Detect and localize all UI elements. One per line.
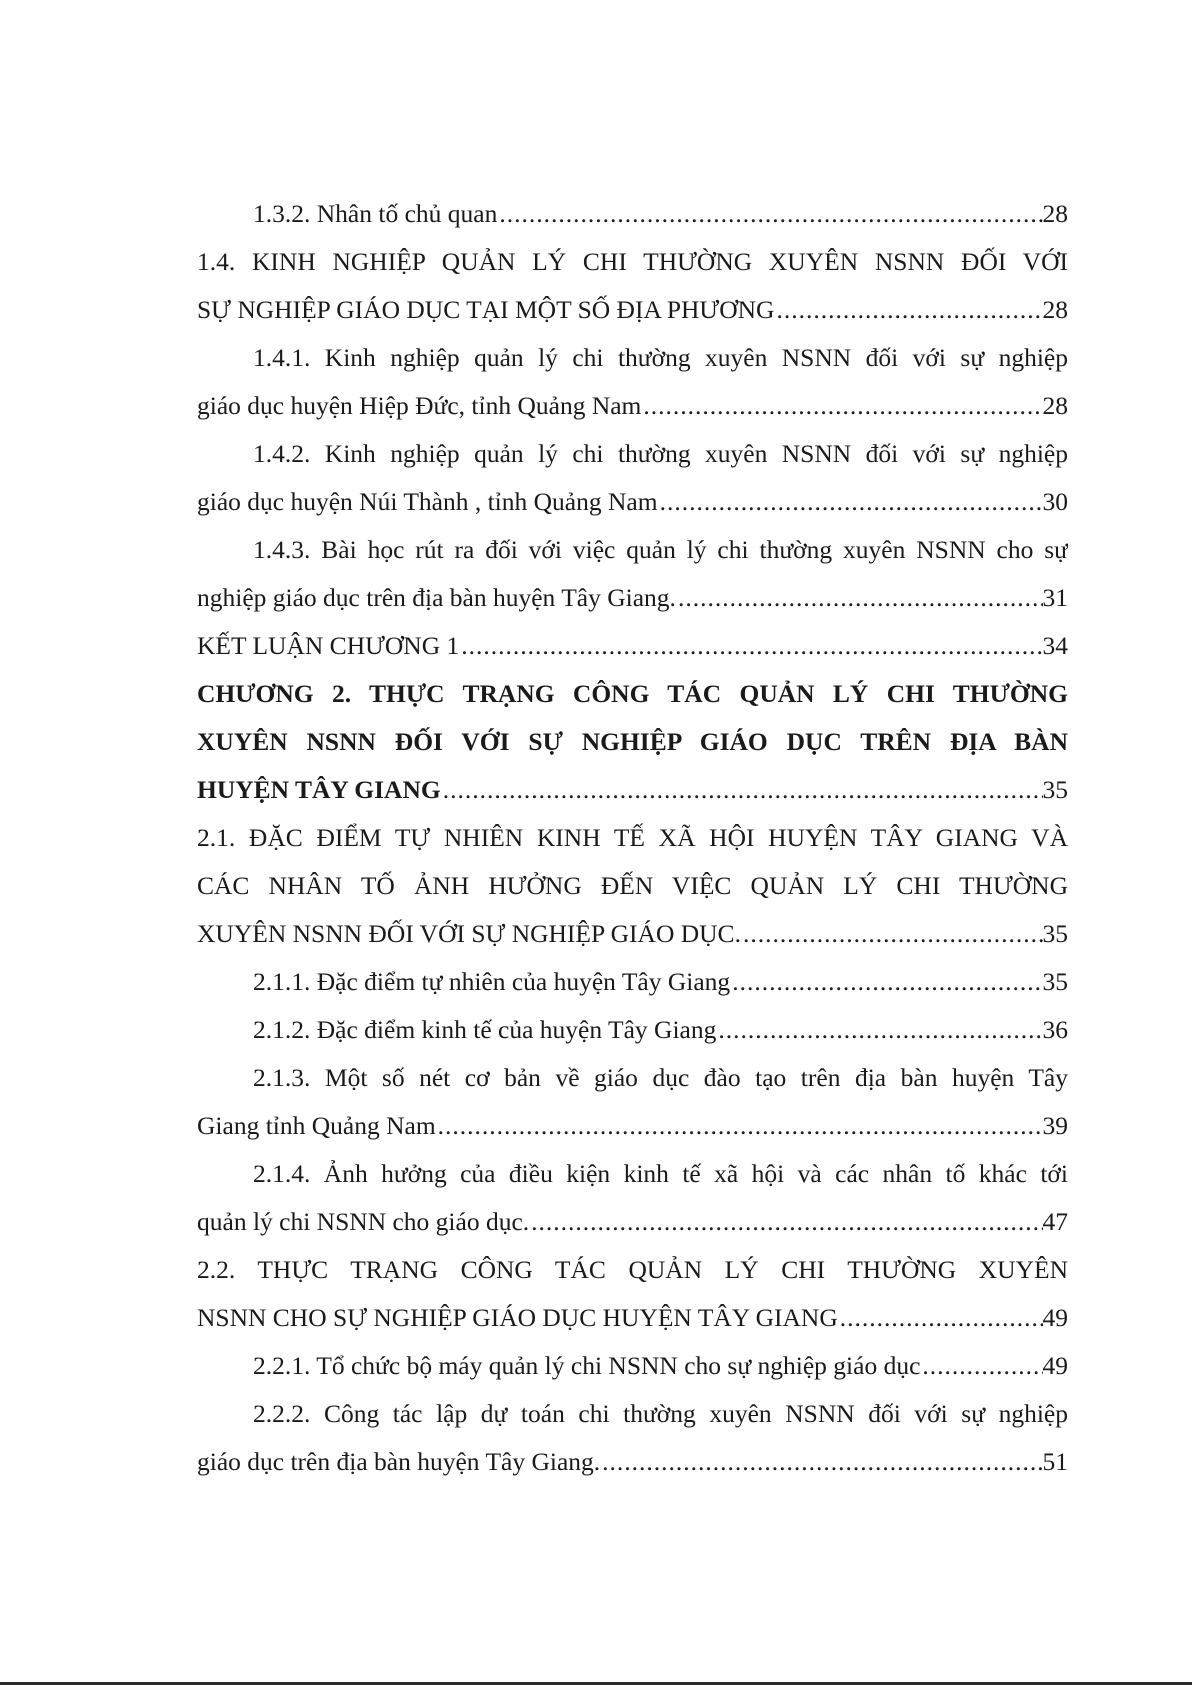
toc-entry-last-line [197,1438,1068,1486]
toc-entry-last-line [197,478,1068,526]
toc-entry-line: 1.4.3. Bài học rút ra đối với việc quản lý chi thường xuyên NSNN cho sự [253,535,1068,564]
toc-entry-title: 1.3.2. Nhân tố chủ quan [253,199,498,228]
toc-page-number: 35 [1042,775,1068,804]
toc-entry-title: 2.2.1. Tổ chức bộ máy quản lý chi NSNN cho sự nghiệp giáo dục [253,1351,921,1380]
toc-entry[interactable] [197,814,1068,958]
toc-entry[interactable] [197,622,1068,670]
toc-entry-title: giáo dục trên địa bàn huyện Tây Giang. [197,1447,601,1476]
toc-entry-last-line [197,1102,1068,1150]
toc-entry[interactable] [197,1342,1068,1390]
toc-entry-title: giáo dục huyện Núi Thành , tỉnh Quảng Nam [197,487,658,516]
dot-leader [741,910,1043,958]
toc-entry-title: NSNN CHO SỰ NGHIỆP GIÁO DỤC HUYỆN TÂY GIANG [197,1303,838,1332]
toc-page-number: 31 [1042,583,1068,612]
toc-entry[interactable] [197,1390,1068,1486]
toc-entry-last-line [197,766,1068,814]
toc-entry-title: quản lý chi NSNN cho giáo dục. [197,1207,530,1236]
dot-leader [436,1102,1043,1150]
toc-entry-line: 2.2.2. Công tác lập dự toán chi thường xuyên NSNN đối với sự nghiệp [253,1399,1068,1428]
dot-leader [838,1294,1043,1342]
toc-entry-last-line [197,622,1068,670]
toc-entry-line: XUYÊN NSNN ĐỐI VỚI SỰ NGHIỆP GIÁO DỤC TRÊN ĐỊA BÀN [197,727,1068,756]
toc-entry[interactable] [197,958,1068,1006]
toc-entry-line: 1.4.2. Kinh nghiệp quản lý chi thường xuyên NSNN đối với sự nghiệp [253,439,1068,468]
toc-entry[interactable] [197,1054,1068,1150]
toc-entry-last-line [197,382,1068,430]
toc-entry-last-line [197,910,1068,958]
toc-entry-line: 2.1.4. Ảnh hưởng của điều kiện kinh tế xã hội và các nhân tố khác tới [253,1159,1068,1188]
toc-page-number: 49 [1042,1351,1068,1380]
toc-entry[interactable] [197,1150,1068,1246]
dot-leader [641,382,1042,430]
toc-entry-line: 1.4. KINH NGHIỆP QUẢN LÝ CHI THƯỜNG XUYÊN NSNN ĐỐI VỚI [197,247,1068,276]
toc-entry-last-line [197,286,1068,334]
dot-leader [716,1006,1042,1054]
dot-leader [658,478,1043,526]
toc-entry[interactable] [197,238,1068,334]
toc-list [197,190,1068,1486]
toc-page-number: 30 [1042,487,1068,516]
toc-entry-title: giáo dục huyện Hiệp Đức, tỉnh Quảng Nam [197,391,642,420]
toc-entry-title: nghiệp giáo dục trên địa bàn huyện Tây Giang. [197,583,676,612]
toc-entry-last-line [197,1198,1068,1246]
toc-entry[interactable] [197,526,1068,622]
dot-leader [774,286,1042,334]
toc-page-number: 35 [1042,919,1068,948]
toc-entry-line: 2.2. THỰC TRẠNG CÔNG TÁC QUẢN LÝ CHI THƯỜNG XUYÊN [197,1255,1068,1284]
toc-entry-title: Giang tỉnh Quảng Nam [197,1111,436,1140]
dot-leader [529,1198,1042,1246]
toc-entry-last-line [197,574,1068,622]
dot-leader [730,958,1042,1006]
toc-entry-title: 2.1.2. Đặc điểm kinh tế của huyện Tây Giang [253,1015,717,1044]
toc-entry[interactable] [197,1246,1068,1342]
toc-entry-last-line [197,1342,1068,1390]
toc-entry-last-line [197,958,1068,1006]
toc-page-number: 47 [1042,1207,1068,1236]
toc-entry-line: 1.4.1. Kinh nghiệp quản lý chi thường xuyên NSNN đối với sự nghiệp [253,343,1068,372]
toc-entry-title: SỰ NGHIỆP GIÁO DỤC TẠI MỘT SỐ ĐỊA PHƯƠNG [197,295,775,324]
dot-leader [920,1342,1042,1390]
toc-entry-title: 2.1.1. Đặc điểm tự nhiên của huyện Tây Giang [253,967,731,996]
dot-leader [459,622,1042,670]
toc-page-number: 28 [1042,391,1068,420]
dot-leader [497,190,1042,238]
toc-entry-title: XUYÊN NSNN ĐỐI VỚI SỰ NGHIỆP GIÁO DỤC. [197,919,741,948]
toc-entry-last-line [197,1294,1068,1342]
toc-entry-line: CÁC NHÂN TỐ ẢNH HƯỞNG ĐẾN VIỆC QUẢN LÝ CHI THƯỜNG [197,871,1068,900]
toc-entry-line: CHƯƠNG 2. THỰC TRẠNG CÔNG TÁC QUẢN LÝ CHI THƯỜNG [197,679,1068,708]
toc-entry-title: KẾT LUẬN CHƯƠNG 1 [197,631,460,660]
dot-leader [676,574,1043,622]
toc-entry-last-line [197,190,1068,238]
toc-entry[interactable] [197,334,1068,430]
dot-leader [441,766,1043,814]
toc-entry[interactable] [197,1006,1068,1054]
dot-leader [600,1438,1042,1486]
toc-page-number: 35 [1042,967,1068,996]
toc-page-number: 36 [1042,1015,1068,1044]
toc-page-number: 49 [1042,1303,1068,1332]
toc-entry[interactable] [197,430,1068,526]
toc-entry[interactable] [197,190,1068,238]
toc-entry-line: 2.1. ĐẶC ĐIỂM TỰ NHIÊN KINH TẾ XÃ HỘI HUYỆN TÂY GIANG VÀ [197,823,1068,852]
toc-entry-last-line [197,1006,1068,1054]
toc-entry-line: 2.1.3. Một số nét cơ bản về giáo dục đào tạo trên địa bàn huyện Tây [253,1063,1068,1092]
toc-entry-title: HUYỆN TÂY GIANG [197,775,441,804]
toc-page-number: 28 [1042,199,1068,228]
toc-entry[interactable] [197,670,1068,814]
toc-page-number: 51 [1042,1447,1068,1476]
toc-page [197,190,1068,1486]
toc-page-number: 34 [1042,631,1068,660]
toc-page-number: 39 [1042,1111,1068,1140]
toc-page-number: 28 [1042,295,1068,324]
